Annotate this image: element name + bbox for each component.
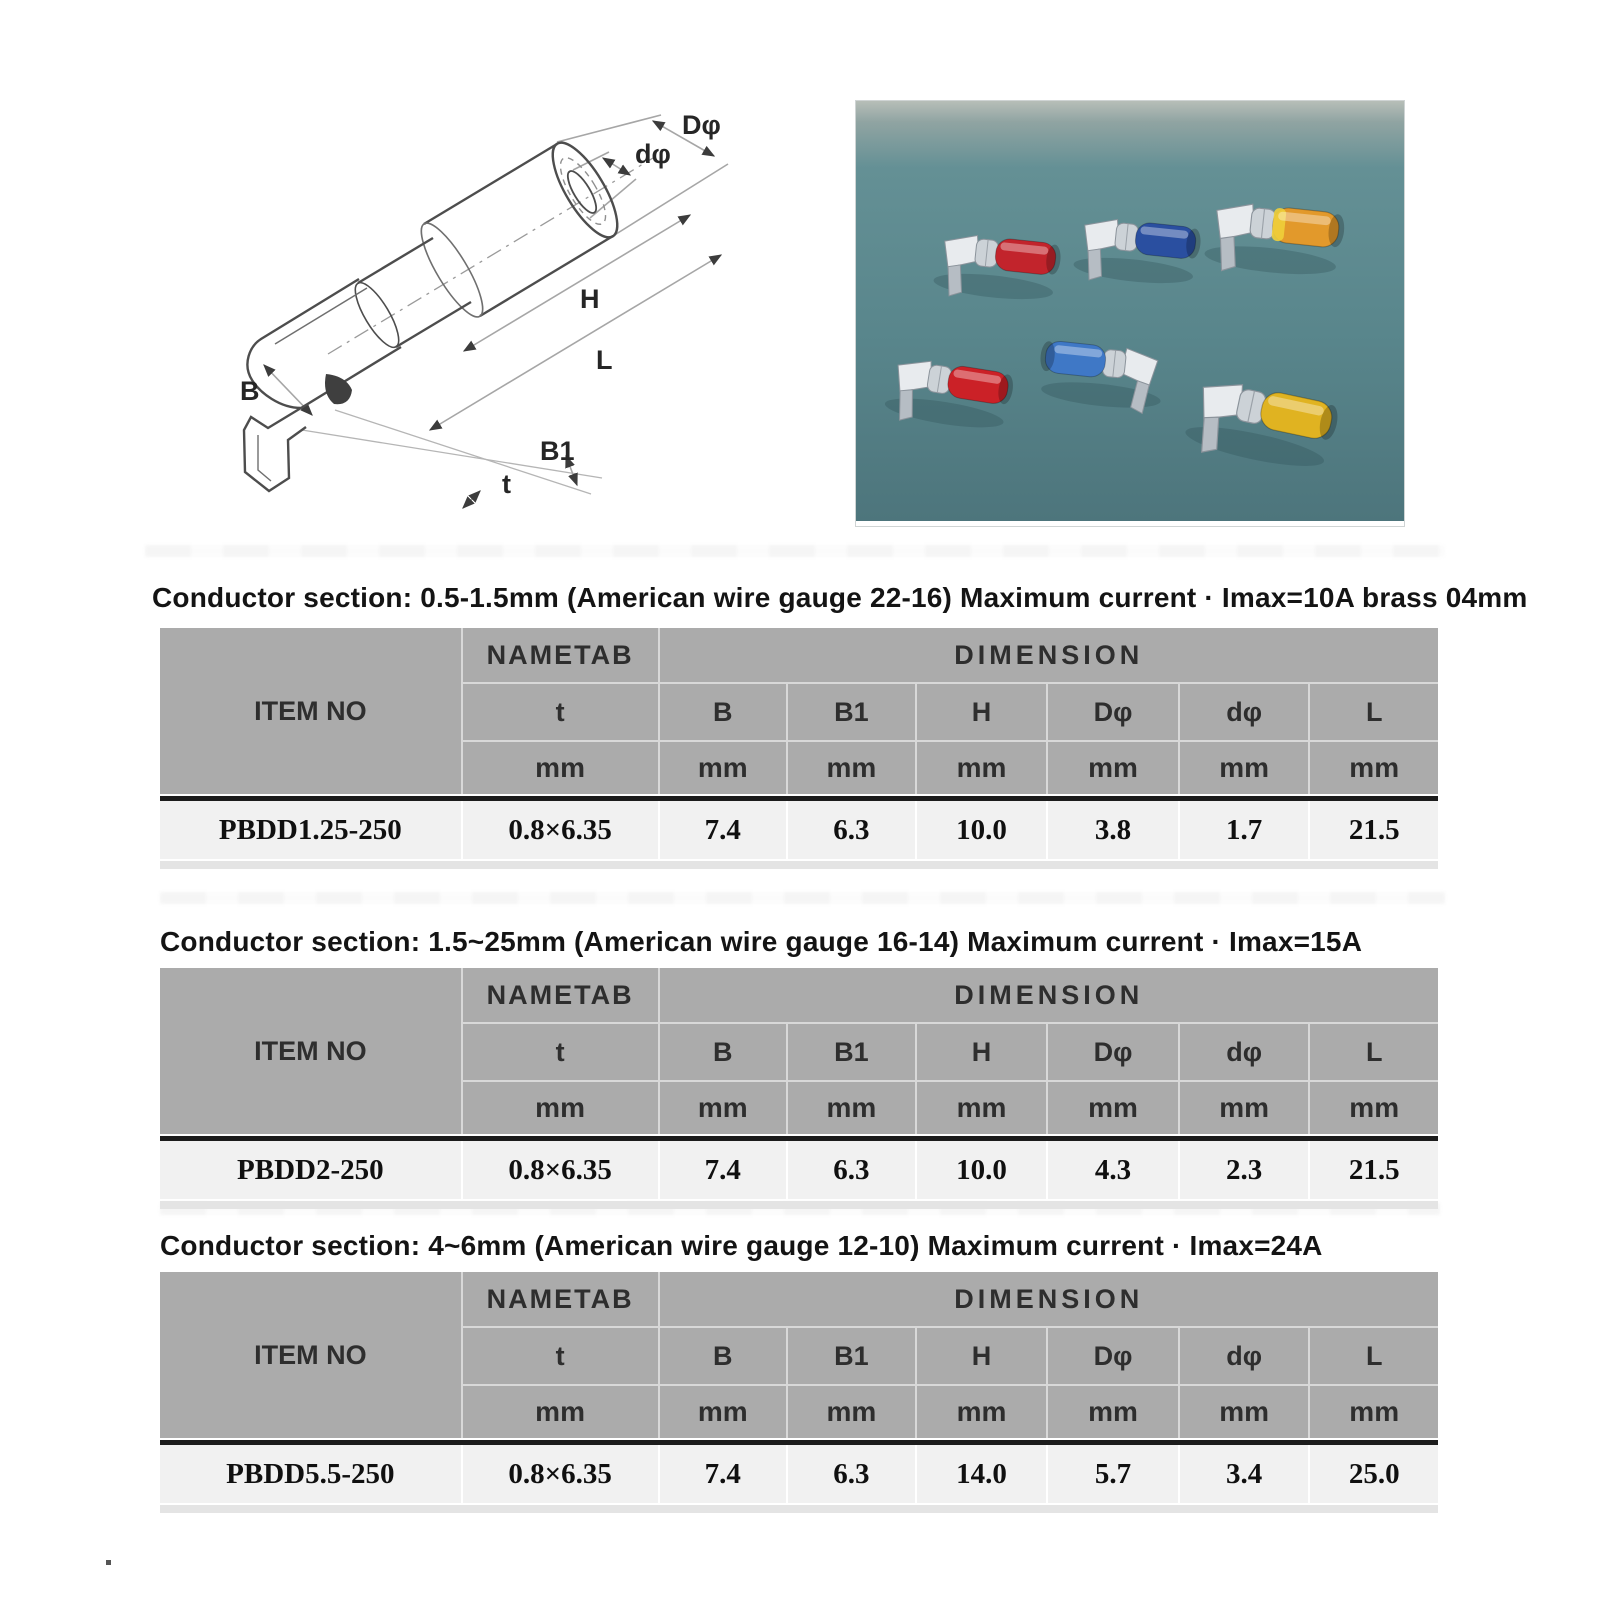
value-cell-t: 0.8×6.35 [463,1141,658,1199]
unit-cell: mm [788,1082,915,1134]
value-cell-H: 10.0 [917,801,1047,859]
col-header-B1: B1 [788,1024,915,1080]
col-header-H: H [917,1024,1047,1080]
col-header-H: H [917,684,1047,740]
item-no-cell: PBDD5.5-250 [160,1445,461,1503]
diagram-svg [130,78,795,528]
table-bottom-strip [160,1201,1438,1209]
artifact-bar [145,545,1445,557]
terminal-photo [855,100,1405,527]
value-cell-dphi: 3.4 [1180,1445,1309,1503]
unit-cell: mm [1180,1082,1309,1134]
label-D-phi: Dφ [682,110,721,140]
dimension-header: DIMENSION [660,1272,1438,1326]
value-cell-dphi: 1.7 [1180,801,1309,859]
diagram-labels [240,110,721,499]
unit-cell: mm [1180,1386,1309,1438]
value-cell-Dphi: 3.8 [1048,801,1178,859]
table-2-row [160,1141,1438,1199]
col-header-B: B [660,1024,787,1080]
value-cell-Dphi: 4.3 [1048,1141,1178,1199]
value-cell-B1: 6.3 [788,801,915,859]
col-header-t: t [463,1328,658,1384]
unit-cell: mm [1180,742,1309,794]
unit-cell: mm [1048,742,1178,794]
item-no-header: ITEM NO [160,968,461,1134]
value-cell-t: 0.8×6.35 [463,1445,658,1503]
dimension-header: DIMENSION [660,968,1438,1022]
unit-cell: mm [1310,1386,1438,1438]
photo-svg [856,101,1404,521]
col-header-L: L [1310,1024,1438,1080]
col-header-Dphi: Dφ [1048,1328,1178,1384]
stray-dot [106,1560,111,1565]
unit-cell: mm [463,1082,658,1134]
col-header-dphi: dφ [1180,1328,1309,1384]
unit-cell: mm [660,742,787,794]
col-header-t: t [463,1024,658,1080]
section-3-title: Conductor section: 4~6mm (American wire gauge 12-10) Maximum current · Imax=24A [160,1230,1323,1261]
unit-cell: mm [1048,1082,1178,1134]
col-header-Dphi: Dφ [1048,684,1178,740]
label-B1: B1 [540,436,575,466]
value-cell-H: 10.0 [917,1141,1047,1199]
col-header-Dphi: Dφ [1048,1024,1178,1080]
item-no-cell: PBDD2-250 [160,1141,461,1199]
col-header-B1: B1 [788,684,915,740]
table-1-row [160,801,1438,859]
col-header-t: t [463,684,658,740]
value-cell-L: 21.5 [1310,801,1438,859]
artifact-bar [160,892,1445,904]
label-t: t [502,469,511,499]
spec-table-1 [160,628,1438,869]
unit-cell: mm [1310,1082,1438,1134]
label-d-phi: dφ [635,139,671,169]
value-cell-B: 7.4 [660,801,787,859]
item-no-cell: PBDD1.25-250 [160,801,461,859]
unit-cell: mm [917,1082,1047,1134]
col-header-dphi: dφ [1180,1024,1309,1080]
nametab-header: NAMETAB [463,1272,658,1326]
dimension-header: DIMENSION [660,628,1438,682]
col-header-L: L [1310,684,1438,740]
col-header-B: B [660,684,787,740]
dimension-lines [264,115,728,508]
value-cell-L: 25.0 [1310,1445,1438,1503]
label-L: L [596,345,613,375]
col-header-B: B [660,1328,787,1384]
unit-cell: mm [463,742,658,794]
spec-table-3 [160,1272,1438,1513]
col-header-L: L [1310,1328,1438,1384]
value-cell-Dphi: 5.7 [1048,1445,1178,1503]
unit-cell: mm [917,1386,1047,1438]
label-B: B [240,376,260,406]
item-no-header: ITEM NO [160,1272,461,1438]
unit-cell: mm [1310,742,1438,794]
col-header-B1: B1 [788,1328,915,1384]
section-1-title: Conductor section: 0.5-1.5mm (American wire gauge 22-16) Maximum current · Imax=10A brass 04mm [152,582,1528,613]
value-cell-B: 7.4 [660,1141,787,1199]
unit-cell: mm [463,1386,658,1438]
unit-cell: mm [1048,1386,1178,1438]
value-cell-B1: 6.3 [788,1141,915,1199]
unit-cell: mm [788,742,915,794]
value-cell-t: 0.8×6.35 [463,801,658,859]
table-1-header [160,628,1438,794]
value-cell-H: 14.0 [917,1445,1047,1503]
item-no-header: ITEM NO [160,628,461,794]
label-H: H [580,284,600,314]
section-2-title: Conductor section: 1.5~25mm (American wire gauge 16-14) Maximum current · Imax=15A [160,926,1363,957]
unit-cell: mm [917,742,1047,794]
value-cell-L: 21.5 [1310,1141,1438,1199]
table-3-row [160,1445,1438,1503]
value-cell-dphi: 2.3 [1180,1141,1309,1199]
col-header-H: H [917,1328,1047,1384]
nametab-header: NAMETAB [463,628,658,682]
value-cell-B: 7.4 [660,1445,787,1503]
terminal-dimension-diagram [130,78,795,533]
unit-cell: mm [788,1386,915,1438]
table-3-header [160,1272,1438,1438]
col-header-dphi: dφ [1180,684,1309,740]
spec-table-2 [160,968,1438,1209]
unit-cell: mm [660,1386,787,1438]
table-bottom-strip [160,861,1438,869]
value-cell-B1: 6.3 [788,1445,915,1503]
table-bottom-strip [160,1505,1438,1513]
nametab-header: NAMETAB [463,968,658,1022]
table-2-header [160,968,1438,1134]
unit-cell: mm [660,1082,787,1134]
